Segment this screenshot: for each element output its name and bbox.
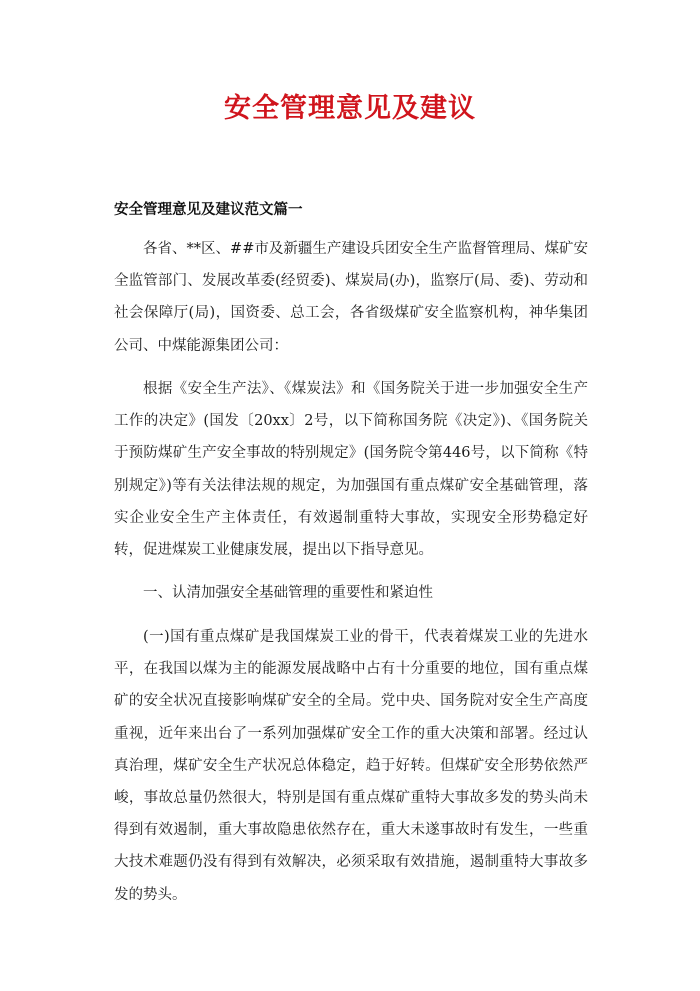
paragraph-addressees: 各省、**区、##市及新疆生产建设兵团安全生产监督管理局、煤矿安全监管部门、发展改革委(经贸委)、煤炭局(办)，监察厅(局、委)、劳动和社会保障厅(局)，国资委、总工会，各省级煤矿安全监察机构，神华集团公司、中煤能源集团公司： [114,241,588,354]
paragraph-section-1-item-1: (一)国有重点煤矿是我国煤炭工业的骨干，代表着煤炭工业的先进水平，在我国以煤为主的能源发展战略中占有十分重要的地位，国有重点煤矿的安全状况直接影响煤矿安全的全局。党中央、国务院对安全生产高度重视，近年来出台了一系列加强煤矿安全工作的重大决策和部署。经过认真治理，煤矿安全生产状况总体稳定，趋于好转。但煤矿安全形势依然严峻，事故总量仍然很大，特别是国有重点煤矿重特大事故多发的势头尚未得到有效遏制，重大事故隐患依然存在，重大未遂事故时有发生，一些重大技术难题仍没有得到有效解决，必须采取有效措施，遏制重特大事故多发的势头。 [114,629,588,903]
document-subtitle: 安全管理意见及建议范文篇一 [114,201,303,218]
section-heading-1: 一、认清加强安全基础管理的重要性和紧迫性 [143,585,433,601]
document-title: 安全管理意见及建议 [224,93,476,124]
paragraph-basis: 根据《安全生产法》、《煤炭法》和《国务院关于进一步加强安全生产工作的决定》(国发〔20xx〕2号，以下简称国务院《决定》)、《国务院关于预防煤矿生产安全事故的特别规定》(国务院令第446号，以下简称《特别规定》)等有关法律法规的规定，为加强国有重点煤矿安全基础管理，落实企业安全生产主体责任，有效遏制重特大事故，实现安全形势稳定好转，促进煤炭工业健康发展，提出以下指导意见。 [114,381,588,559]
